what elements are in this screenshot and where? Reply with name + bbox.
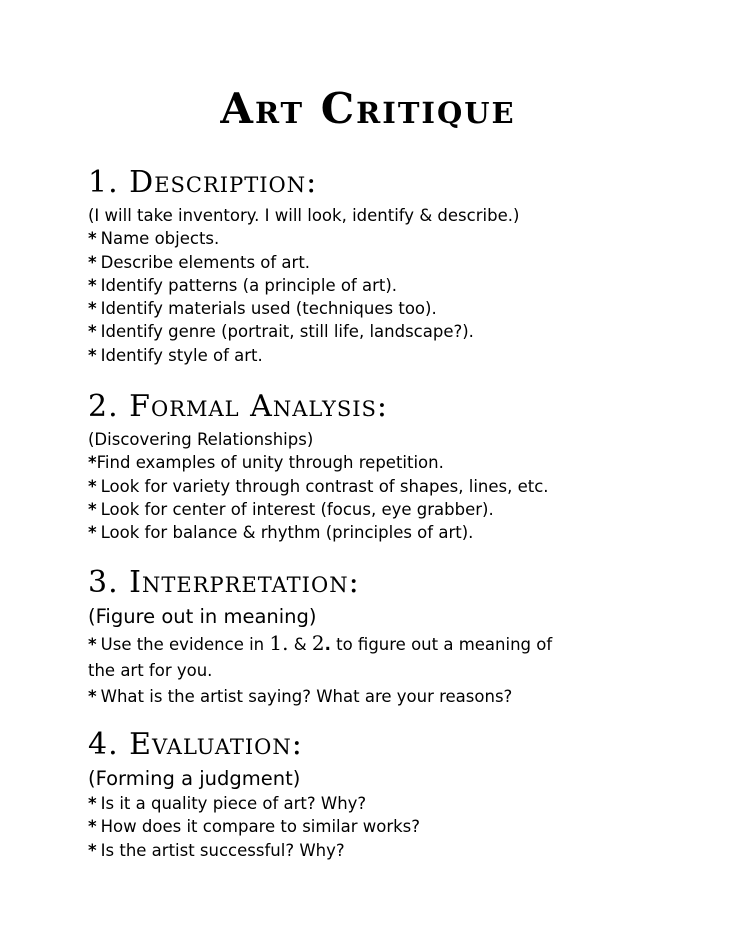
bullet-mark: * — [88, 299, 97, 319]
list-item-text: How does it compare to similar works? — [100, 817, 421, 837]
section-interpretation — [88, 566, 708, 710]
list-item-text: Look for variety through contrast of shapes, lines, etc. — [100, 476, 549, 496]
list-item — [88, 297, 708, 320]
section-subtitle: (I will take inventory. I will look, identify & describe.) — [88, 206, 520, 225]
list-item-text: Identify materials used (techniques too). — [100, 299, 437, 319]
bullet-mark: * — [88, 453, 97, 473]
list-item — [88, 451, 708, 474]
bullet-mark: * — [88, 817, 97, 837]
bullet-mark: * — [88, 252, 97, 272]
list-item-text: Use the evidence in — [100, 635, 265, 654]
section-ref-number: 2 — [311, 631, 325, 655]
section-heading: 4. Evaluation: — [88, 727, 303, 762]
list-item — [88, 274, 708, 297]
list-item-text: Look for center of interest (focus, eye grabber). — [100, 499, 494, 519]
list-item-text: Identify genre (portrait, still life, landscape?). — [100, 322, 474, 342]
list-item-text: Describe elements of art. — [100, 252, 311, 272]
bullet-mark: * — [88, 794, 97, 813]
list-item-text: to figure out a meaning of — [336, 635, 553, 654]
bullet-mark: * — [88, 229, 97, 249]
list-item — [88, 792, 708, 815]
list-item-text: Find examples of unity through repetition. — [96, 453, 444, 473]
list-item-text: Is the artist successful? Why? — [100, 840, 345, 860]
bullet-mark: * — [88, 635, 97, 654]
list-item-text: Name objects. — [100, 229, 220, 249]
bullet-mark: * — [88, 687, 97, 706]
section-subtitle: (Discovering Relationships) — [88, 430, 314, 449]
ref-period: . — [324, 635, 331, 654]
list-item-continuation: the art for you. — [88, 661, 213, 680]
list-item — [88, 839, 708, 862]
list-item — [88, 630, 708, 658]
bullet-mark: * — [88, 322, 97, 342]
bullet-mark: * — [88, 476, 97, 496]
section-heading: 3. Interpretation: — [88, 565, 360, 600]
list-item — [88, 521, 708, 544]
list-item — [88, 320, 708, 343]
bullet-mark: * — [88, 345, 97, 365]
list-item — [88, 227, 708, 250]
list-item-text: Identify patterns (a principle of art). — [100, 275, 398, 295]
list-item — [88, 684, 708, 710]
bullet-mark: * — [88, 275, 97, 295]
bullet-mark: * — [88, 840, 97, 860]
bullet-mark: * — [88, 523, 97, 543]
list-item-text: What is the artist saying? What are your reasons? — [100, 687, 513, 706]
list-item-text: Identify style of art. — [100, 345, 263, 365]
list-item — [88, 498, 708, 521]
list-item — [88, 475, 708, 498]
ampersand: & — [293, 635, 307, 654]
page-title: Art Critique — [220, 84, 516, 133]
bullet-mark: * — [88, 499, 97, 519]
section-heading: 1. Description: — [88, 165, 318, 200]
list-item — [88, 344, 708, 367]
section-ref-number: 1. — [269, 631, 289, 655]
section-subtitle: (Forming a judgment) — [88, 767, 301, 790]
section-subtitle: (Figure out in meaning) — [88, 605, 317, 628]
section-formal-analysis — [88, 390, 708, 544]
section-description — [88, 166, 708, 367]
section-evaluation — [88, 728, 708, 862]
list-item-text: Look for balance & rhythm (principles of art). — [100, 523, 474, 543]
section-heading: 2. Formal Analysis: — [88, 389, 388, 424]
list-item — [88, 251, 708, 274]
list-item-text: Is it a quality piece of art? Why? — [100, 794, 367, 813]
list-item — [88, 815, 708, 838]
